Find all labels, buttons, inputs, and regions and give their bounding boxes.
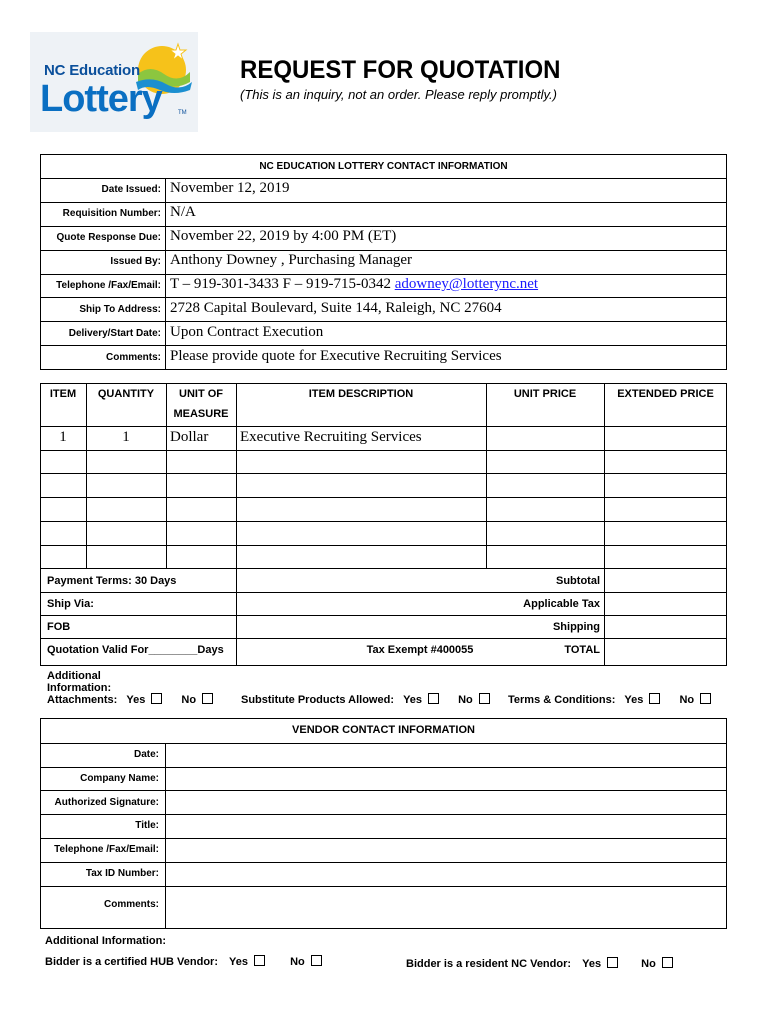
terms-label: Terms & Conditions:	[508, 694, 616, 706]
hub-yes-checkbox[interactable]	[254, 955, 265, 966]
resident-vendor-row	[406, 957, 673, 970]
resident-yes-label: Yes	[582, 958, 602, 970]
total-label: TOTAL	[564, 644, 600, 656]
column-header-unit-price: UNIT PRICE	[513, 388, 577, 400]
substitute-no-checkbox[interactable]	[479, 693, 490, 704]
additional-line1: Additional	[47, 670, 101, 682]
substitute-yes-checkbox[interactable]	[428, 693, 439, 704]
email-link[interactable]: adowney@lotterync.net	[394, 276, 539, 292]
ship-to-address-label: Ship To Address:	[79, 304, 161, 315]
vendor-signature-field[interactable]	[166, 791, 726, 813]
terms-conditions-row	[508, 693, 711, 706]
ship-to-address-value: 2728 Capital Boulevard, Suite 144, Raleigh, NC 27604	[170, 300, 502, 316]
issued-by-value: Anthony Downey , Purchasing Manager	[170, 252, 413, 268]
page-title: REQUEST FOR QUOTATION	[240, 56, 561, 84]
telephone-fax-value	[170, 276, 538, 293]
column-header-item: ITEM	[49, 388, 77, 400]
hub-vendor-row	[45, 955, 322, 968]
page-subtitle: (This is an inquiry, not an order. Please reply promptly.)	[240, 87, 557, 102]
vendor-comments-field[interactable]	[166, 887, 726, 928]
vendor-telephone-label: Telephone /Fax/Email:	[54, 844, 159, 855]
substitute-products-row	[241, 693, 490, 706]
logo-trademark: TM	[178, 110, 187, 116]
vendor-company-name-field[interactable]	[166, 768, 726, 790]
table-row-description: Executive Recruiting Services	[240, 429, 422, 445]
quote-response-due-value: November 22, 2019 by 4:00 PM (ET)	[170, 228, 397, 244]
resident-no-checkbox[interactable]	[662, 957, 673, 968]
payment-terms: Payment Terms: 30 Days	[47, 575, 177, 587]
column-header-measure: MEASURE	[173, 408, 229, 420]
vendor-title-field[interactable]	[166, 815, 726, 837]
shipping-label: Shipping	[552, 621, 600, 633]
date-issued-label: Date Issued:	[101, 184, 161, 195]
telephone-fax-email-label: Telephone /Fax/Email:	[56, 280, 161, 291]
table-row-quantity: 1	[122, 429, 130, 445]
footer-additional-info-heading: Additional Information:	[45, 935, 166, 947]
attachments-row	[47, 693, 213, 706]
column-header-extended-price: EXTENDED PRICE	[617, 388, 714, 400]
terms-no-checkbox[interactable]	[700, 693, 711, 704]
requisition-number-label: Requisition Number:	[62, 208, 161, 219]
contact-info-heading: NC EDUCATION LOTTERY CONTACT INFORMATION	[259, 161, 508, 172]
hub-yes-label: Yes	[229, 956, 249, 968]
substitute-no-label: No	[458, 694, 473, 706]
hub-no-checkbox[interactable]	[311, 955, 322, 966]
vendor-tax-id-field[interactable]	[166, 863, 726, 885]
additional-line2: Information:	[47, 682, 112, 694]
delivery-start-date-label: Delivery/Start Date:	[68, 328, 161, 339]
date-issued-value: November 12, 2019	[170, 180, 290, 196]
attachments-yes-checkbox[interactable]	[151, 693, 162, 704]
substitute-yes-label: Yes	[403, 694, 423, 706]
attachments-no-checkbox[interactable]	[202, 693, 213, 704]
attachments-yes-label: Yes	[126, 694, 146, 706]
lottery-logo	[30, 32, 198, 132]
attachments-label: Attachments:	[47, 694, 118, 706]
issued-by-label: Issued By:	[110, 256, 161, 267]
substitute-label: Substitute Products Allowed:	[241, 694, 394, 706]
column-header-item-description: ITEM DESCRIPTION	[308, 388, 414, 400]
column-header-quantity: QUANTITY	[97, 388, 155, 400]
logo-line2: Lottery	[40, 78, 162, 120]
quotation-valid-label: Quotation Valid For________Days	[47, 644, 224, 656]
vendor-comments-label: Comments:	[103, 899, 159, 910]
delivery-start-date-value: Upon Contract Execution	[170, 324, 324, 340]
resident-no-label: No	[641, 958, 656, 970]
vendor-date-field[interactable]	[166, 744, 726, 766]
terms-no-label: No	[679, 694, 695, 706]
fob-label: FOB	[47, 621, 71, 633]
comments-label: Comments:	[105, 352, 161, 363]
hub-no-label: No	[290, 956, 305, 968]
attachments-no-label: No	[181, 694, 197, 706]
comments-value: Please provide quote for Executive Recruiting Services	[170, 348, 502, 364]
column-header-unit-of: UNIT OF	[179, 388, 223, 400]
vendor-date-label: Date:	[133, 749, 159, 760]
additional-info-label	[47, 670, 111, 694]
quote-response-due-label: Quote Response Due:	[56, 232, 161, 243]
subtotal-label: Subtotal	[556, 575, 600, 587]
resident-yes-checkbox[interactable]	[607, 957, 618, 968]
table-row-item: 1	[59, 429, 67, 445]
requisition-number-value: N/A	[170, 204, 196, 220]
phone-fax-text: T – 919-301-3433 F – 919-715-0342	[170, 276, 391, 292]
terms-yes-checkbox[interactable]	[649, 693, 660, 704]
logo-line1: NC Education	[44, 62, 140, 79]
table-row-unit: Dollar	[170, 429, 209, 445]
tax-exempt-number: Tax Exempt #400055	[366, 644, 474, 656]
vendor-telephone-field[interactable]	[166, 839, 726, 861]
vendor-contact-heading: VENDOR CONTACT INFORMATION	[292, 724, 475, 736]
terms-yes-label: Yes	[624, 694, 644, 706]
ship-via-label: Ship Via:	[47, 598, 94, 610]
vendor-title-label: Title:	[135, 820, 159, 831]
vendor-tax-id-label: Tax ID Number:	[85, 868, 159, 879]
hub-vendor-label: Bidder is a certified HUB Vendor:	[45, 956, 218, 968]
vendor-authorized-signature-label: Authorized Signature:	[54, 797, 159, 808]
resident-vendor-label: Bidder is a resident NC Vendor:	[406, 958, 572, 970]
vendor-company-name-label: Company Name:	[80, 773, 159, 784]
applicable-tax-label: Applicable Tax	[523, 598, 600, 610]
